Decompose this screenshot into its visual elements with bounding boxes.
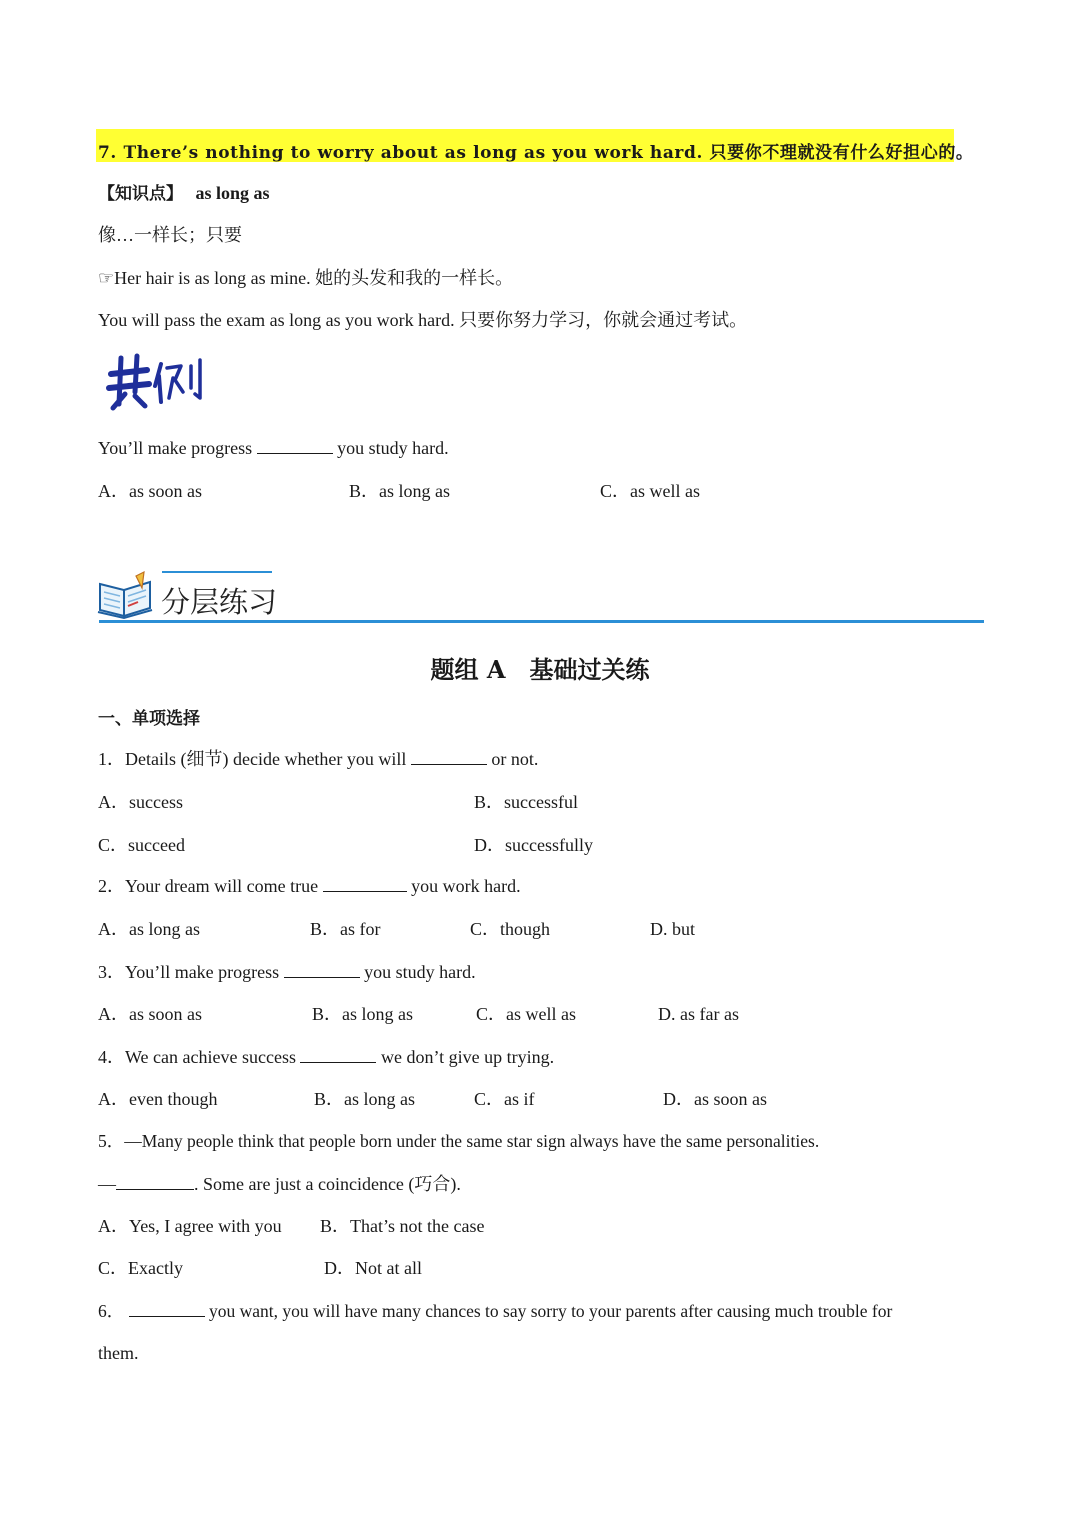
- section-divider: [99, 620, 984, 623]
- q3-option-c: C．as well as: [476, 1004, 576, 1024]
- question-6-number: 6．: [98, 1301, 125, 1321]
- book-icon: [96, 570, 156, 620]
- knowledge-point: [98, 181, 270, 206]
- question-5-line-1: 5．—Many people think that people born under the same star sign always have the same personalities.: [98, 1131, 820, 1151]
- knowledge-meaning: 像…一样长；只要: [98, 225, 242, 245]
- answer-blank: [116, 1173, 194, 1190]
- answer-blank: [323, 875, 407, 892]
- q4-option-a: A．even though: [98, 1089, 218, 1109]
- question-5-dash: —: [98, 1174, 116, 1194]
- example-option-a: A．as soon as: [98, 481, 202, 501]
- knowledge-label: 【知识点】: [98, 184, 183, 204]
- q1-option-d: D．successfully: [474, 835, 593, 855]
- q1-option-a: A．success: [98, 792, 183, 812]
- q5-option-a: A．Yes, I agree with you: [98, 1216, 282, 1236]
- example-option-c: C．as well as: [600, 481, 700, 501]
- question-3-after: you study hard.: [364, 962, 476, 982]
- q2-option-a: A．as long as: [98, 919, 200, 939]
- example-question-after: you study hard.: [337, 438, 449, 458]
- question-1-after: or not.: [491, 749, 539, 769]
- knowledge-example-2: You will pass the exam as long as you work hard. 只要你努力学习，你就会通过考试。: [98, 310, 748, 330]
- q4-option-c: C．as if: [474, 1089, 535, 1109]
- q2-option-c: C．though: [470, 919, 551, 939]
- group-title: 题组 A 基础过关练: [430, 655, 650, 684]
- section-title: 分层练习: [161, 585, 278, 619]
- question-6: [98, 1299, 892, 1323]
- q5-option-d: D．Not at all: [324, 1258, 422, 1278]
- question-1: [98, 747, 538, 771]
- q1-option-c: C．succeed: [98, 835, 185, 855]
- answer-blank: [300, 1046, 376, 1063]
- question-5-after: . Some are just a coincidence (巧合).: [194, 1174, 461, 1194]
- question-3: [98, 960, 476, 984]
- question-2: [98, 874, 521, 898]
- question-4-after: we don’t give up trying.: [380, 1047, 555, 1067]
- example-option-b: B．as long as: [349, 481, 450, 501]
- answer-blank: [257, 437, 333, 454]
- section-tab-line: [162, 571, 272, 573]
- example-question-before: You’ll make progress: [98, 438, 253, 458]
- q3-option-d: D. as far as: [658, 1004, 739, 1024]
- question-1-before: 1．Details (细节) decide whether you will: [98, 749, 407, 769]
- knowledge-example-1: ☞Her hair is as long as mine. 她的头发和我的一样长。: [98, 268, 514, 288]
- q3-option-a: A．as soon as: [98, 1004, 202, 1024]
- question-6-after: you want, you will have many chances to say sorry to your parents after causing much trouble for: [209, 1301, 893, 1321]
- knowledge-phrase: as long as: [195, 183, 270, 203]
- example-question: [98, 436, 449, 460]
- question-4: [98, 1045, 554, 1069]
- answer-blank: [411, 748, 487, 765]
- q3-option-b: B．as long as: [312, 1004, 413, 1024]
- example-badge-icon: [103, 352, 208, 412]
- example-badge-logo: [103, 352, 208, 412]
- q2-option-b: B．as for: [310, 919, 381, 939]
- question-2-before: 2．Your dream will come true: [98, 876, 319, 896]
- answer-blank: [284, 961, 360, 978]
- question-6-line-2: them.: [98, 1343, 139, 1363]
- knowledge-sentence: 7. There’s nothing to worry about as long as you work hard. 只要你不理就没有什么好担心的。: [98, 143, 974, 163]
- q4-option-b: B．as long as: [314, 1089, 415, 1109]
- question-5-line-2: [98, 1172, 461, 1196]
- q5-option-c: C．Exactly: [98, 1258, 183, 1278]
- question-3-before: 3．You’ll make progress: [98, 962, 280, 982]
- q5-option-b: B．That’s not the case: [320, 1216, 485, 1236]
- q4-option-d: D．as soon as: [663, 1089, 767, 1109]
- q1-option-b: B．successful: [474, 792, 578, 812]
- q2-option-d: D. but: [650, 919, 695, 939]
- question-2-after: you work hard.: [411, 876, 521, 896]
- question-4-before: 4．We can achieve success: [98, 1047, 296, 1067]
- answer-blank: [129, 1300, 205, 1317]
- part-title: 一、单项选择: [98, 709, 200, 729]
